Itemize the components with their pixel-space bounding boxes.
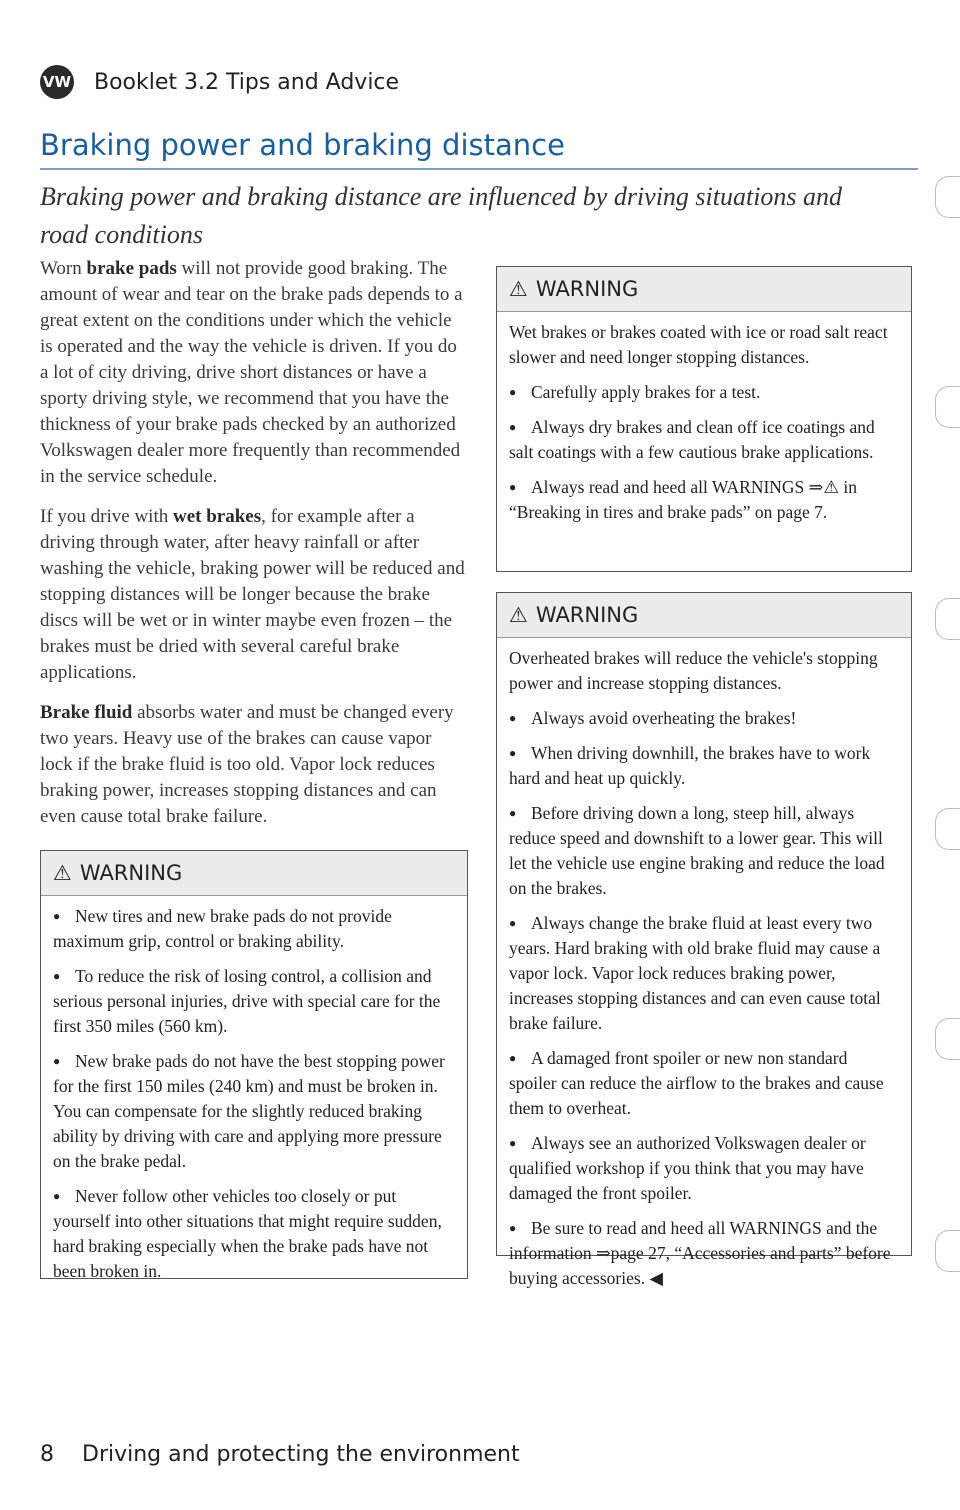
- section-title: Braking power and braking distance: [40, 128, 565, 162]
- warning-body: [497, 638, 911, 1305]
- warning-header: [41, 851, 467, 896]
- warning-triangle-icon: ⚠: [53, 861, 72, 885]
- left-column-body: [40, 256, 466, 844]
- warning-intro: Wet brakes or brakes coated with ice or road salt react slower and need longer stopping distances.: [509, 322, 888, 367]
- paragraph-brake-fluid: Brake fluid absorbs water and must be changed every two years. Heavy use of the brakes can cause vapor lock if the brake fluid is too old. Vapor lock reduces braking power, increases stopping distances and can even cause total brake failure.: [40, 702, 454, 827]
- list-item: ● Always read and heed all WARNINGS ⇒⚠ in “Breaking in tires and brake pads” on page 7.: [509, 475, 899, 525]
- warning-box-wet-brakes: [496, 266, 912, 572]
- list-item: ● A damaged front spoiler or new non standard spoiler can reduce the airflow to the brakes and cause them to overheat.: [509, 1046, 899, 1121]
- thumb-tab: [935, 598, 960, 640]
- warning-triangle-icon: ⚠: [509, 277, 528, 301]
- warning-triangle-icon: ⚠: [509, 603, 528, 627]
- intro-subtitle: Braking power and braking distance are influenced by driving situations and road conditions: [40, 182, 843, 249]
- paragraph-brake-pads: Worn brake pads will not provide good braking. The amount of wear and tear on the brake pads depends to a great extent on the conditions under which the vehicle is operated and the way the vehicle is driven. If you do a lot of city driving, drive short distances or have a sporty driving style, we recommend that you have the thickness of your brake pads checked by an authorized Volkswagen dealer more frequently than recommended in the service schedule.: [40, 258, 463, 487]
- thumb-tab: [935, 1018, 960, 1060]
- list-item: ● Carefully apply brakes for a test.: [509, 380, 899, 405]
- list-item: ● Always avoid overheating the brakes!: [509, 706, 899, 731]
- list-item: ● Never follow other vehicles too closely or put yourself into other situations that might require sudden, hard braking especially when the brake pads have not been broken in.: [53, 1184, 455, 1284]
- page-number: 8: [40, 1442, 54, 1467]
- warning-intro: Overheated brakes will reduce the vehicle's stopping power and increase stopping distances.: [509, 648, 878, 693]
- warning-label: WARNING: [535, 603, 639, 627]
- thumb-tab: [935, 808, 960, 850]
- term-wet-brakes: wet brakes: [172, 506, 262, 527]
- paragraph-wet-brakes: If you drive with wet brakes, for example after a driving through water, after heavy rainfall or after washing the vehicle, braking power will be reduced and stopping distances will be longer because the brake discs will be wet or in winter maybe even frozen – the brakes must be dried with several careful brake applications.: [40, 506, 465, 683]
- thumb-tab: [935, 386, 960, 428]
- list-item: ● To reduce the risk of losing control, a collision and serious personal injuries, drive with special care for the first 350 miles (560 km).: [53, 964, 455, 1039]
- list-item: ● When driving downhill, the brakes have to work hard and heat up quickly.: [509, 741, 899, 791]
- page-header: [40, 62, 399, 102]
- list-item: ● Always dry brakes and clean off ice coatings and salt coatings with a few cautious brake applications.: [509, 415, 899, 465]
- warning-box-new-brakes: [40, 850, 468, 1279]
- warning-body: [41, 896, 467, 1298]
- list-item: ● Before driving down a long, steep hill, always reduce speed and downshift to a lower gear. This will let the vehicle use engine braking and reduce the load on the brakes.: [509, 801, 899, 901]
- warning-label: WARNING: [535, 277, 639, 301]
- thumb-tab: [935, 1230, 960, 1272]
- thumb-tab: [935, 176, 960, 218]
- page-footer: [40, 1442, 520, 1467]
- chapter-title: Driving and protecting the environment: [82, 1442, 520, 1467]
- booklet-title: Booklet 3.2 Tips and Advice: [94, 69, 400, 95]
- vw-logo-icon: VW: [40, 65, 74, 99]
- term-brake-pads: brake pads: [86, 258, 177, 279]
- warning-body: [497, 312, 911, 539]
- warning-header: [497, 267, 911, 312]
- warning-label: WARNING: [79, 861, 183, 885]
- list-item: ● New tires and new brake pads do not provide maximum grip, control or braking ability.: [53, 904, 455, 954]
- term-brake-fluid: Brake fluid: [40, 702, 133, 723]
- list-item: ● Always see an authorized Volkswagen dealer or qualified workshop if you think that you may have damaged the front spoiler.: [509, 1131, 899, 1206]
- list-item: ● Always change the brake fluid at least every two years. Hard braking with old brake fluid may cause a vapor lock. Vapor lock reduces braking power, increases stopping distances and can even cause total brake failure.: [509, 911, 899, 1036]
- warning-box-overheated-brakes: [496, 592, 912, 1288]
- warning-header: [497, 593, 911, 638]
- list-item: ● Be sure to read and heed all WARNINGS and the information ⇒page 27, “Accessories and parts” before buying accessories. ◀: [509, 1216, 899, 1291]
- section-divider: [40, 168, 918, 170]
- list-item: ● New brake pads do not have the best stopping power for the first 150 miles (240 km) and must be broken in. You can compensate for the slightly reduced braking ability by driving with care and applying more pressure on the brake pedal.: [53, 1049, 455, 1174]
